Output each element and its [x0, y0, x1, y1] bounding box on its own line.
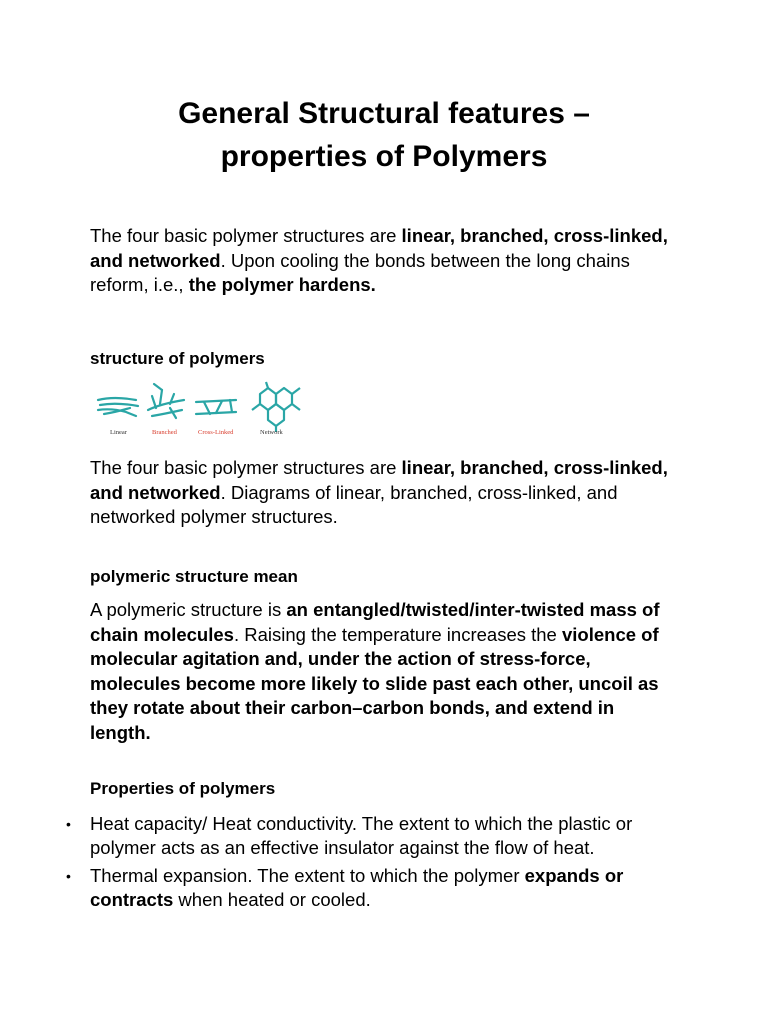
structure-paragraph	[90, 456, 670, 530]
mean-bold-1: an entangled/twisted/inter-twisted mass of chain molecules	[90, 599, 660, 645]
polymer-structures-figure	[90, 378, 312, 440]
structure-text-1: The four basic polymer structures are	[90, 457, 402, 478]
figure-label-network: Network	[260, 429, 283, 436]
structure-heading: structure of polymers	[90, 349, 265, 368]
structure-bold-1: linear, branched, cross-linked, and networked	[90, 457, 668, 503]
bullet-text: Thermal expansion. The extent to which the polymer	[90, 865, 525, 886]
intro-bold-2: the polymer hardens.	[188, 274, 376, 295]
branched-structure-icon	[148, 384, 184, 418]
intro-text-2: . Upon cooling the bonds between the long chains reform, i.e.,	[90, 249, 630, 295]
figure-label-branched: Branched	[152, 429, 177, 436]
page-title	[0, 92, 768, 178]
intro-paragraph	[90, 224, 670, 298]
polymeric-structure-paragraph	[90, 598, 670, 745]
bullet-icon: •	[66, 816, 71, 832]
list-item	[60, 864, 680, 912]
network-structure-icon	[252, 382, 300, 432]
structure-text-2: . Diagrams of linear, branched, cross-linked, and networked polymer structures.	[90, 481, 618, 527]
mean-bold-2: violence of molecular agitation and, under the action of stress-force, molecules become more likely to slide past each other, uncoil as they rotate about their carbon–carbon bonds, and extend in length.	[90, 623, 659, 743]
polymer-structures-diagram	[90, 378, 312, 440]
intro-bold-1: linear, branched, cross-linked, and networked	[90, 225, 668, 271]
properties-list	[60, 812, 680, 916]
bullet-text-end: when heated or cooled.	[173, 889, 371, 910]
bullet-text: Heat capacity/ Heat conductivity. The extent to which the plastic or polymer acts as an effective insulator against the flow of heat.	[90, 813, 633, 858]
bullet-bold: expands or contracts	[90, 865, 624, 910]
properties-heading: Properties of polymers	[90, 779, 276, 798]
cross-linked-structure-icon	[196, 400, 236, 414]
linear-structure-icon	[98, 398, 138, 416]
bullet-icon: •	[66, 868, 71, 884]
mean-text-1: A polymeric structure is	[90, 599, 287, 620]
polymeric-structure-heading: polymeric structure mean	[90, 567, 298, 586]
title-line-1: General Structural features –	[178, 97, 590, 130]
figure-label-linear: Linear	[110, 429, 127, 436]
title-line-2: properties of Polymers	[220, 140, 548, 173]
mean-text-2: . Raising the temperature increases the	[233, 623, 562, 645]
figure-label-cross-linked: Cross-Linked	[198, 429, 234, 436]
list-item	[60, 812, 680, 860]
intro-text-1: The four basic polymer structures are	[90, 225, 402, 246]
